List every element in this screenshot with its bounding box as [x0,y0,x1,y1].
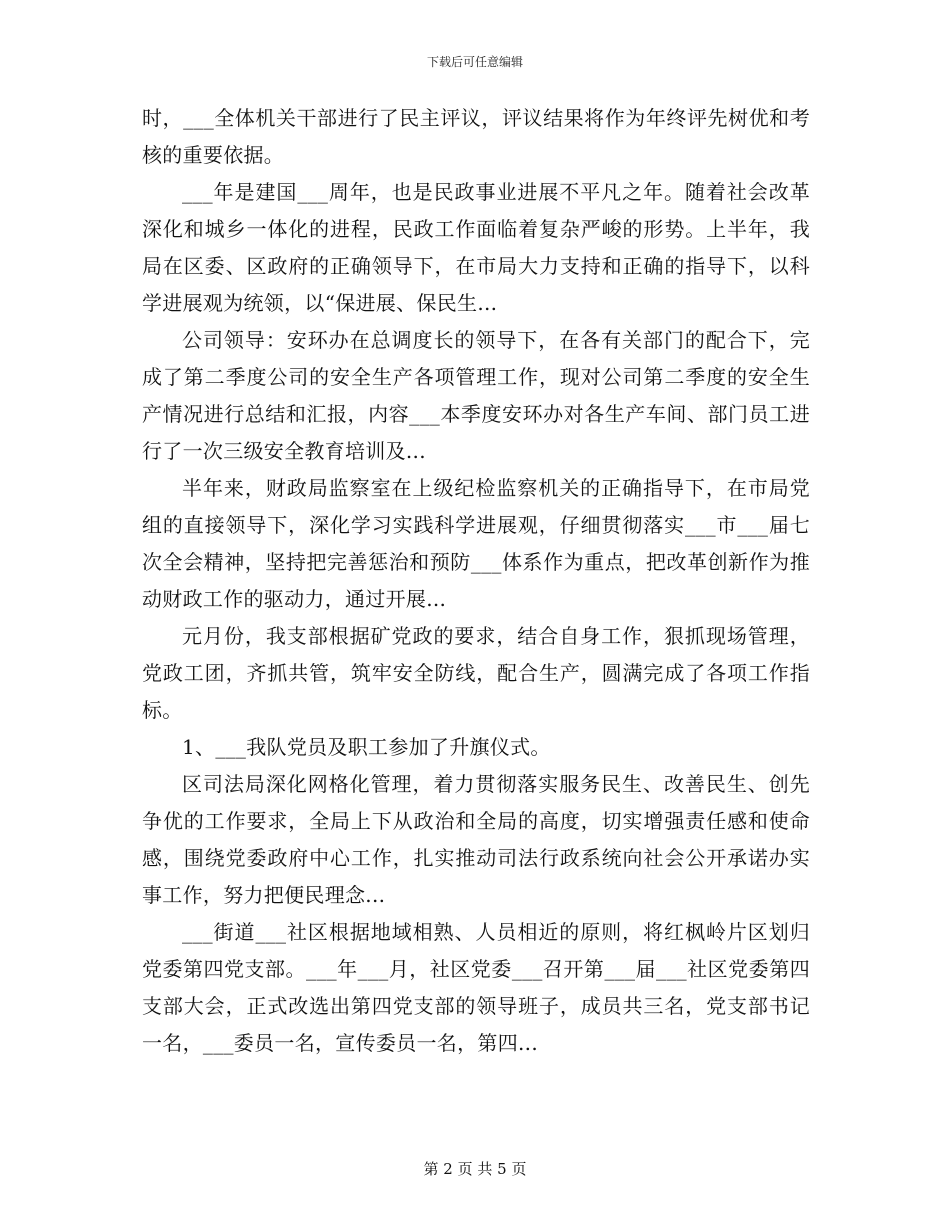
page-number-footer: 第 2 页 共 5 页 [423,1160,527,1178]
page-header-note: 下载后可任意编辑 [426,55,523,69]
paragraph-7: 区司法局深化网格化管理，着力贯彻落实服务民生、改善民生、创先争优的工作要求，全局上下从政治和全局的高度，切实增强责任感和使命感，围绕党委政府中心工作，扎实推动司法行政系统向社会公开承诺办实事工作，努力把便民理念... [142,772,810,907]
paragraph-6: 1、___我队党员及职工参加了升旗仪式。 [182,735,551,759]
document-body [142,100,810,1062]
paragraph-5: 元月份，我支部根据矿党政的要求，结合自身工作，狠抓现场管理，党政工团，齐抓共管，筑牢安全防线，配合生产，圆满完成了各项工作指标。 [142,624,810,722]
paragraph-2: ___年是建国___周年，也是民政事业进展不平凡之年。随着社会改革深化和城乡一体化的进程，民政工作面临着复杂严峻的形势。上半年，我局在区委、区政府的正确领导下，在市局大力支持和正确的指导下，以科学进展观为统领，以“保进展、保民生... [142,180,810,315]
paragraph-4: 半年来，财政局监察室在上级纪检监察机关的正确指导下，在市局党组的直接领导下，深化学习实践科学进展观，仔细贯彻落实___市___届七次全会精神，坚持把完善惩治和预防___体系作为重点，把改革创新作为推动财政工作的驱动力，通过开展... [142,476,810,611]
paragraph-1: 时，___全体机关干部进行了民主评议，评议结果将作为年终评先树优和考核的重要依据。 [142,106,810,167]
paragraph-3: 公司领导：安环办在总调度长的领导下，在各有关部门的配合下，完成了第二季度公司的安全生产各项管理工作，现对公司第二季度的安全生产情况进行总结和汇报，内容___本季度安环办对各生产车间、部门员工进行了一次三级安全教育培训及... [142,328,810,463]
paragraph-8: ___街道___社区根据地域相熟、人员相近的原则，将红枫岭片区划归党委第四党支部。___年___月，社区党委___召开第___届___社区党委第四支部大会，正式改选出第四党支部的领导班子，成员共三名，党支部书记一名，___委员一名，宣传委员一名，第四... [142,920,810,1055]
